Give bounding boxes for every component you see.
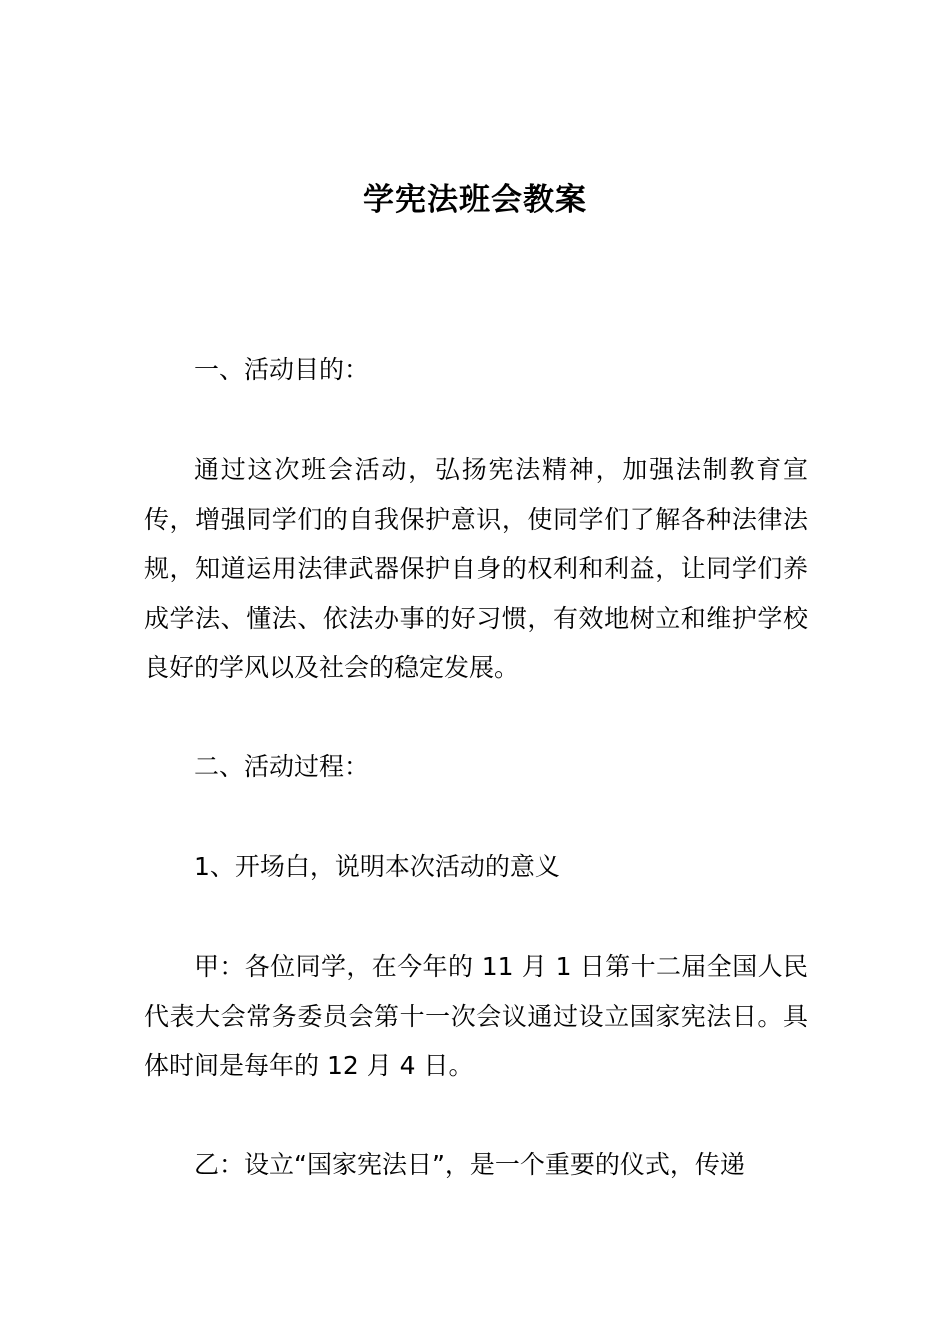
document-title: 学宪法班会教案 bbox=[363, 181, 587, 218]
paragraph-dialogue-a: 甲：各位同学，在今年的 11 月 1 日第十二届全国人民代表大会常务委员会第十一次会议通过设立国家宪法日。具体时间是每年的 12 月 4 日。 bbox=[144, 952, 808, 1080]
paragraph-dialogue-b: 乙：设立“国家宪法日”，是一个重要的仪式，传递 bbox=[194, 1150, 745, 1179]
list-item-opening: 1、开场白，说明本次活动的意义 bbox=[194, 852, 560, 881]
paragraph-purpose: 通过这次班会活动，弘扬宪法精神，加强法制教育宣传，增强同学们的自我保护意识，使同学们了解各种法律法规，知道运用法律武器保护自身的权利和利益，让同学们养成学法、懂法、依法办事的好习惯，有效地树立和维护学校良好的学风以及社会的稳定发展。 bbox=[144, 455, 808, 682]
section-heading-process: 二、活动过程： bbox=[194, 752, 370, 781]
section-heading-purpose: 一、活动目的： bbox=[194, 355, 370, 384]
